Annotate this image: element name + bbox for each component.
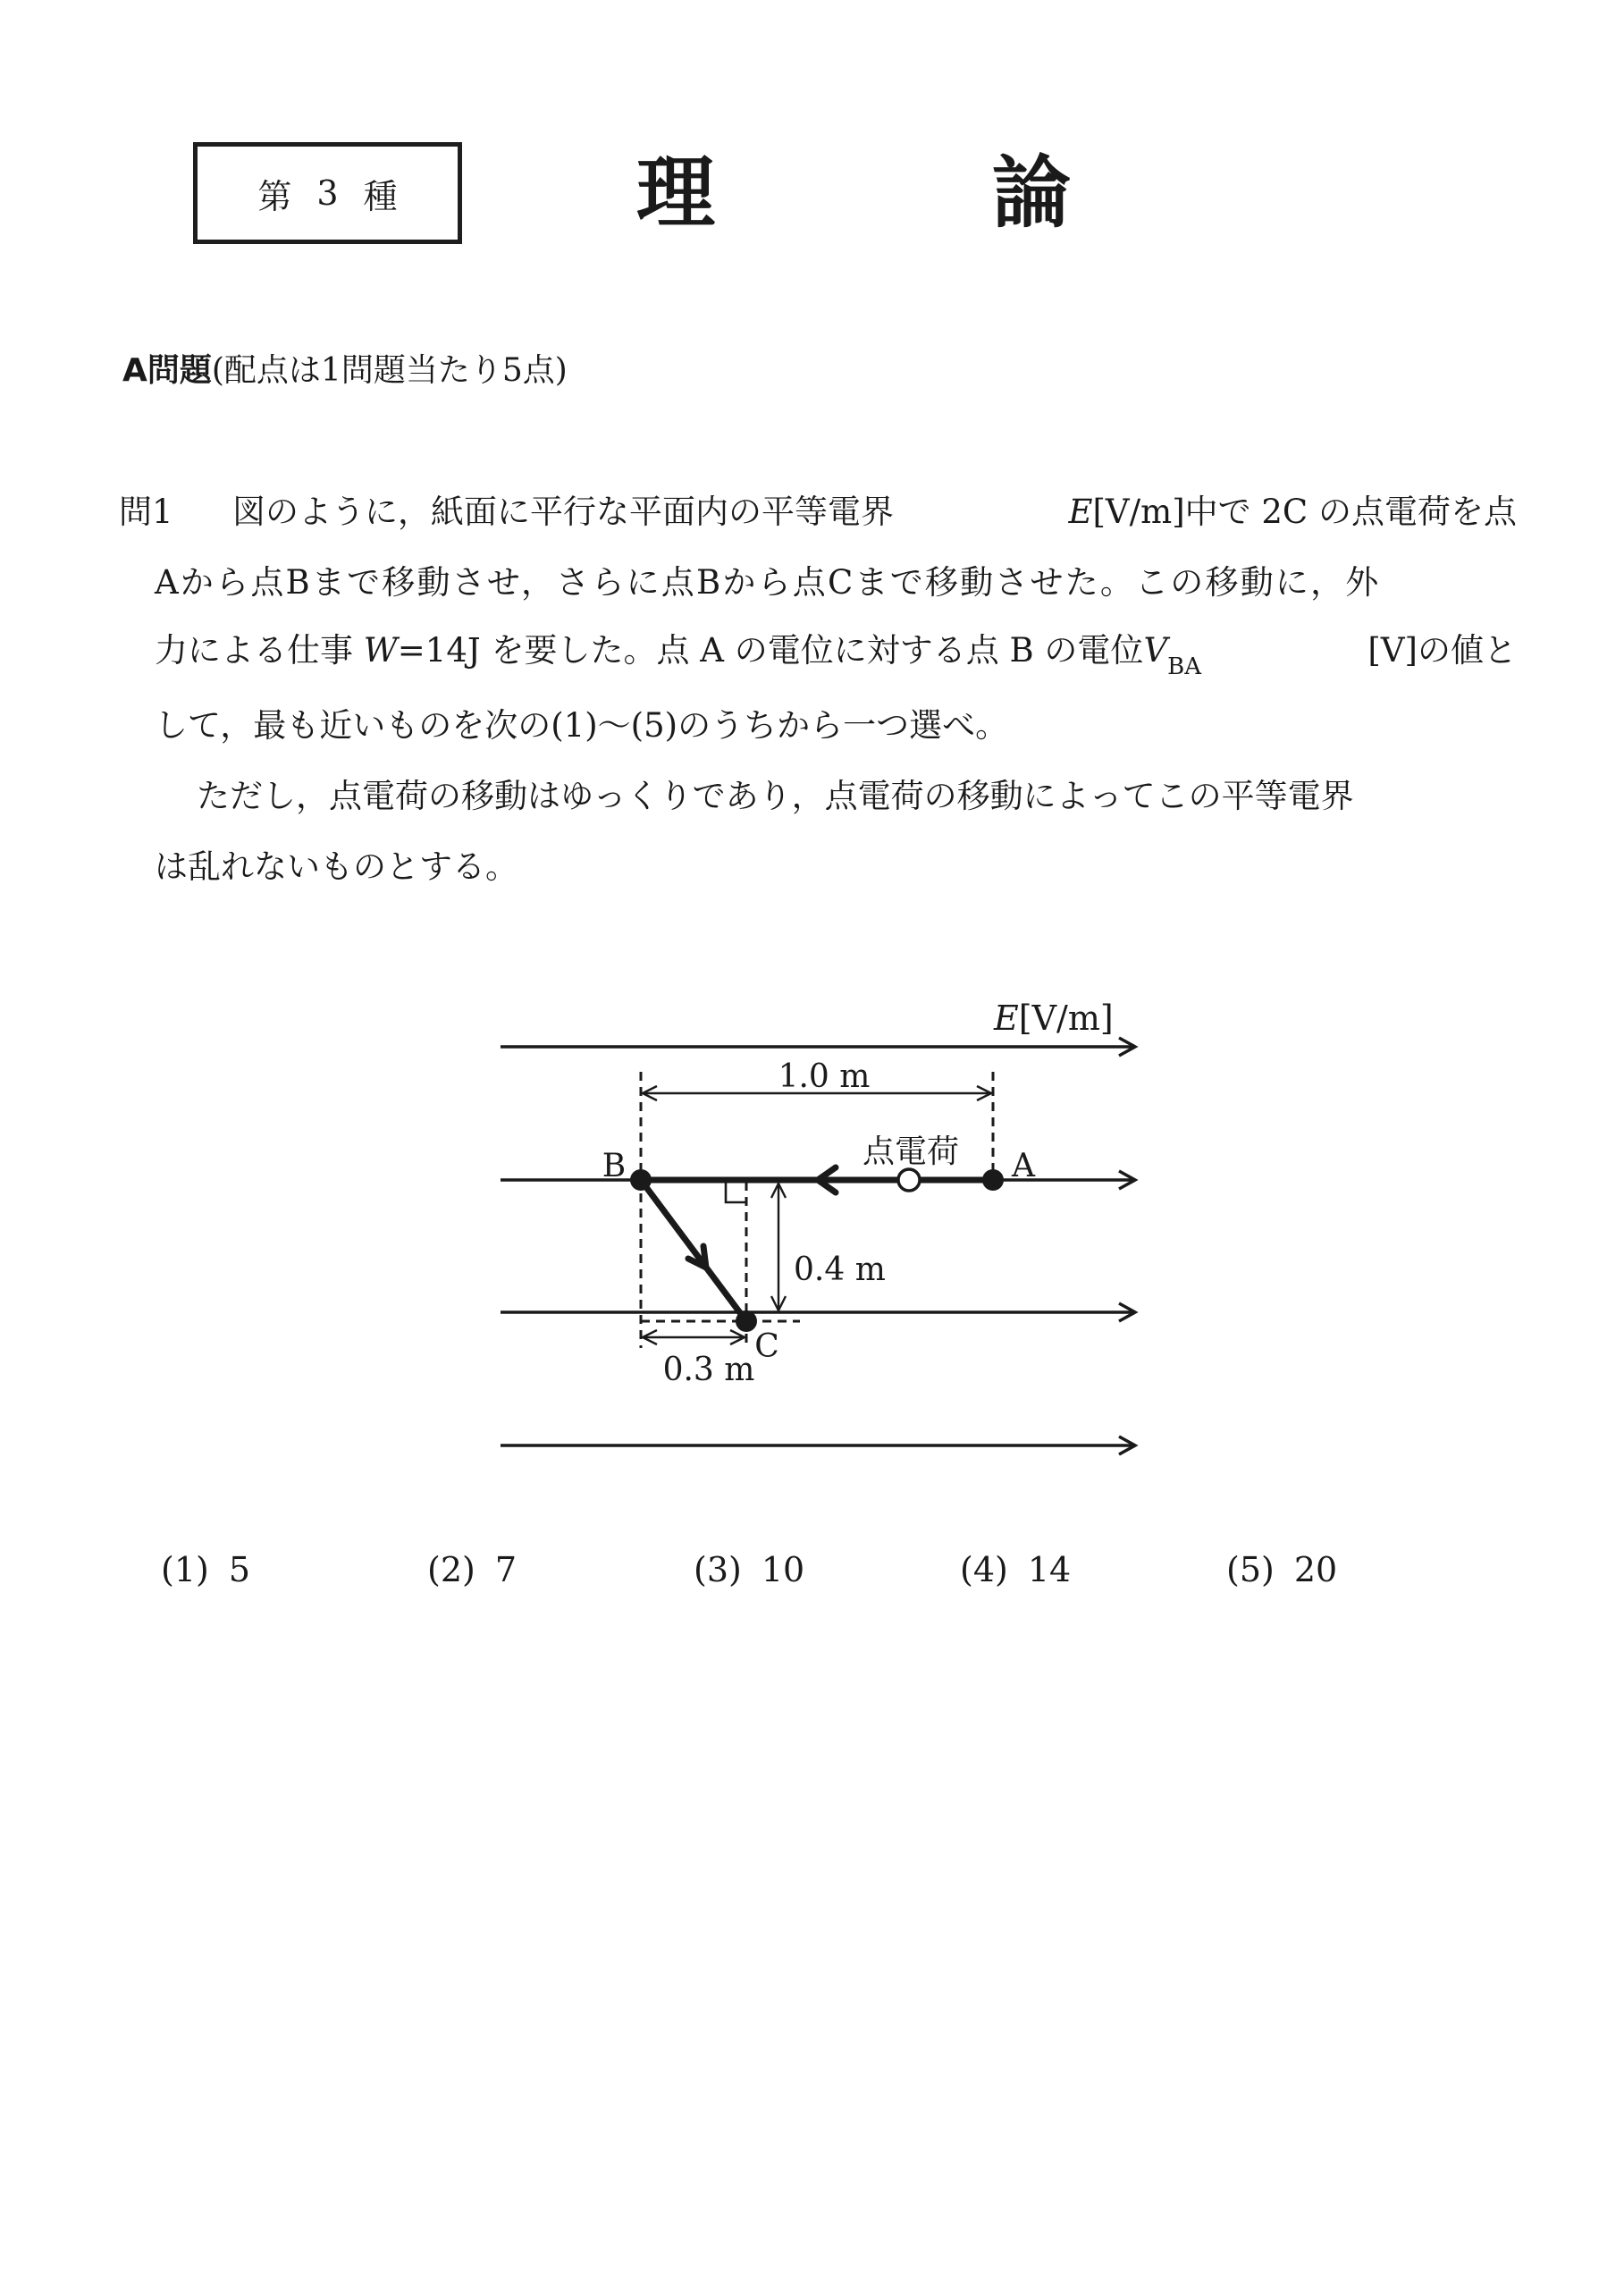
section-note: (配点は1問題当たり5点) bbox=[211, 352, 568, 389]
field-line bbox=[501, 1038, 1135, 1056]
field-variable: E bbox=[1068, 493, 1093, 531]
question-text: ただし，点電荷の移動はゆっくりであり，点電荷の移動によってこの平等電界 bbox=[197, 777, 1354, 815]
choice-value: 5 bbox=[228, 1550, 251, 1589]
point-B-dot bbox=[630, 1169, 652, 1191]
choice-2[interactable] bbox=[427, 1549, 517, 1590]
question-text: [V]の値と bbox=[1367, 631, 1517, 670]
choice-number: (1) bbox=[161, 1550, 209, 1589]
kind-char-2: 3 bbox=[316, 173, 339, 213]
kind-char-1: 第 bbox=[257, 176, 292, 216]
point-C-label: C bbox=[754, 1328, 779, 1365]
choice-value: 20 bbox=[1293, 1550, 1338, 1589]
question-text: して，最も近いものを次の(1)～(5)のうちから一つ選べ。 bbox=[155, 706, 1009, 745]
field-line bbox=[501, 1303, 1135, 1321]
question-text: =14J を要した。点 A の電位に対する点 B の電位 bbox=[397, 631, 1144, 670]
question-text: Aから点Bまで移動させ，さらに点Bから点Cまで移動させた。この移動に，外 bbox=[155, 563, 1381, 602]
dimension-label-vertical: 0.4 m bbox=[794, 1251, 886, 1288]
point-A-dot bbox=[982, 1169, 1004, 1191]
choice-1[interactable] bbox=[161, 1549, 250, 1590]
choice-value: 7 bbox=[494, 1550, 517, 1589]
work-variable: W bbox=[363, 631, 398, 670]
choice-4[interactable] bbox=[960, 1549, 1071, 1590]
question-text: 図のように，紙面に平行な平面内の平等電界 bbox=[232, 493, 894, 531]
section-label: A問題 bbox=[122, 352, 212, 389]
kind-char-3: 種 bbox=[363, 176, 398, 216]
point-charge-icon bbox=[898, 1169, 920, 1191]
choice-value: 10 bbox=[761, 1550, 805, 1589]
choice-number: (4) bbox=[960, 1550, 1008, 1589]
choice-number: (3) bbox=[694, 1550, 742, 1589]
field-label-var: E bbox=[994, 998, 1019, 1038]
field-label bbox=[993, 998, 1114, 1038]
point-A-label: A bbox=[1012, 1148, 1035, 1184]
choice-3[interactable] bbox=[694, 1549, 804, 1590]
dimension-label-horizontal: 0.3 m bbox=[662, 1352, 755, 1388]
field-line bbox=[501, 1437, 1135, 1454]
choice-number: (2) bbox=[427, 1550, 475, 1589]
point-B-label: B bbox=[602, 1148, 627, 1184]
potential-variable: V bbox=[1143, 631, 1168, 670]
point-charge-label: 点電荷 bbox=[862, 1133, 960, 1170]
choice-number: (5) bbox=[1226, 1550, 1275, 1589]
dimension-label-AB: 1.0 m bbox=[778, 1058, 871, 1095]
potential-subscript: BA bbox=[1167, 653, 1202, 680]
right-angle-mark bbox=[726, 1182, 746, 1202]
subject-title-char-1: 理 bbox=[636, 147, 716, 239]
question-text: は乱れないものとする。 bbox=[155, 847, 518, 886]
question-number: 問1 bbox=[119, 493, 173, 531]
choice-value: 14 bbox=[1027, 1550, 1072, 1589]
subject-title-char-2: 論 bbox=[992, 147, 1072, 239]
question-text: 力による仕事 bbox=[155, 631, 353, 670]
choice-5[interactable] bbox=[1226, 1549, 1337, 1590]
question-text: [V/m]中で 2C の点電荷を点 bbox=[1092, 493, 1517, 531]
field-label-unit: [V/m] bbox=[1018, 998, 1114, 1038]
